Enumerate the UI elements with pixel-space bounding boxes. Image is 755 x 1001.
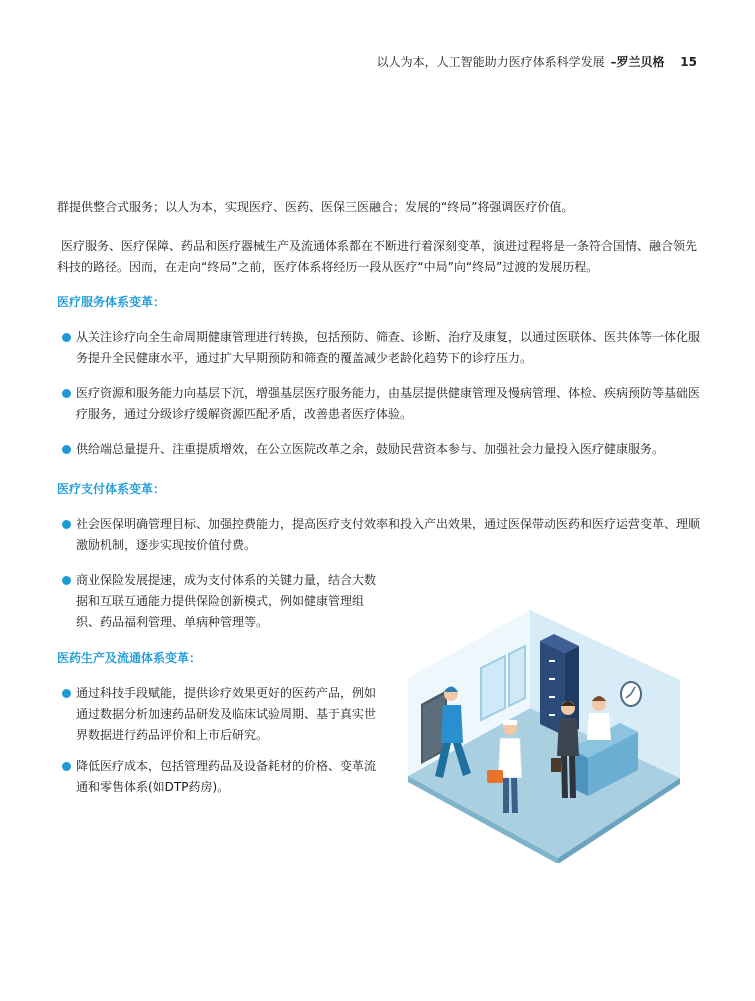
list-item bbox=[62, 514, 704, 556]
list-item-text: 通过科技手段赋能，提供诊疗效果更好的医药产品，例如通过数据分析加速药品研发及临床试验周期、基于真实世界数据进行药品评价和上市后研究。 bbox=[76, 686, 377, 742]
heading-service-reform: 医疗服务体系变革： bbox=[57, 295, 166, 309]
bullet-icon bbox=[62, 576, 71, 585]
hospital-reception-icon bbox=[405, 608, 685, 863]
bullet-icon bbox=[62, 333, 71, 342]
heading-payment-reform: 医疗支付体系变革： bbox=[57, 482, 166, 496]
list-item-text: 社会医保明确管理目标、加强控费能力，提高医疗支付效率和投入产出效果，通过医保带动医药和医疗运营变革、理顺激励机制，逐步实现按价值付费。 bbox=[76, 517, 701, 552]
bullet-icon bbox=[62, 762, 71, 771]
list-item-text: 医疗资源和服务能力向基层下沉，增强基层医疗服务能力，由基层提供健康管理及慢病管理、体检、疾病预防等基础医疗服务，通过分级诊疗缓解资源匹配矛盾，改善患者医疗体验。 bbox=[76, 386, 701, 421]
paragraph-intro-continued: 群提供整合式服务；以人为本，实现医疗、医药、医保三医融合；发展的“终局”将强调医疗价值。 bbox=[57, 200, 574, 214]
list-item bbox=[62, 383, 704, 425]
hospital-illustration bbox=[405, 608, 685, 863]
list-item bbox=[62, 756, 376, 798]
page-header bbox=[377, 53, 697, 70]
list-item bbox=[62, 327, 704, 369]
list-item bbox=[62, 570, 376, 633]
page-number: 15 bbox=[680, 55, 697, 69]
list-item-text: 供给端总量提升、注重提质增效，在公立医院改革之余，鼓励民营资本参与、加强社会力量投入医疗健康服务。 bbox=[76, 442, 665, 456]
list-item-text: 从关注诊疗向全生命周期健康管理进行转换，包括预防、筛查、诊断、治疗及康复，以通过医联体、医共体等一体化服务提升全民健康水平，通过扩大早期预防和筛查的覆盖减少老龄化趋势下的诊疗压力。 bbox=[76, 330, 701, 365]
bullet-icon bbox=[62, 520, 71, 529]
bullet-icon bbox=[62, 689, 71, 698]
list-item bbox=[62, 439, 704, 460]
list-item-text: 商业保险发展提速，成为支付体系的关键力量，结合大数据和互联互通能力提供保险创新模式，例如健康管理组织、药品福利管理、单病种管理等。 bbox=[76, 573, 377, 629]
header-brand: –罗兰贝格 bbox=[610, 55, 665, 69]
paragraph-transition: 医疗服务、医疗保障、药品和医疗器械生产及流通体系都在不断进行着深刻变革，演进过程将是一条符合国情、融合领先科技的路径。因而，在走向“终局”之前，医疗体系将经历一段从医疗“中局”向“终局”过渡的发展历程。 bbox=[57, 239, 698, 274]
header-title: 以人为本，人工智能助力医疗体系科学发展 bbox=[376, 55, 605, 69]
list-item-text: 降低医疗成本，包括管理药品及设备耗材的价格、变革流通和零售体系(如DTP药房)。 bbox=[76, 759, 377, 794]
bullet-icon bbox=[62, 445, 71, 454]
bullet-icon bbox=[62, 389, 71, 398]
heading-pharma-reform: 医药生产及流通体系变革： bbox=[57, 651, 202, 665]
list-item bbox=[62, 683, 376, 746]
